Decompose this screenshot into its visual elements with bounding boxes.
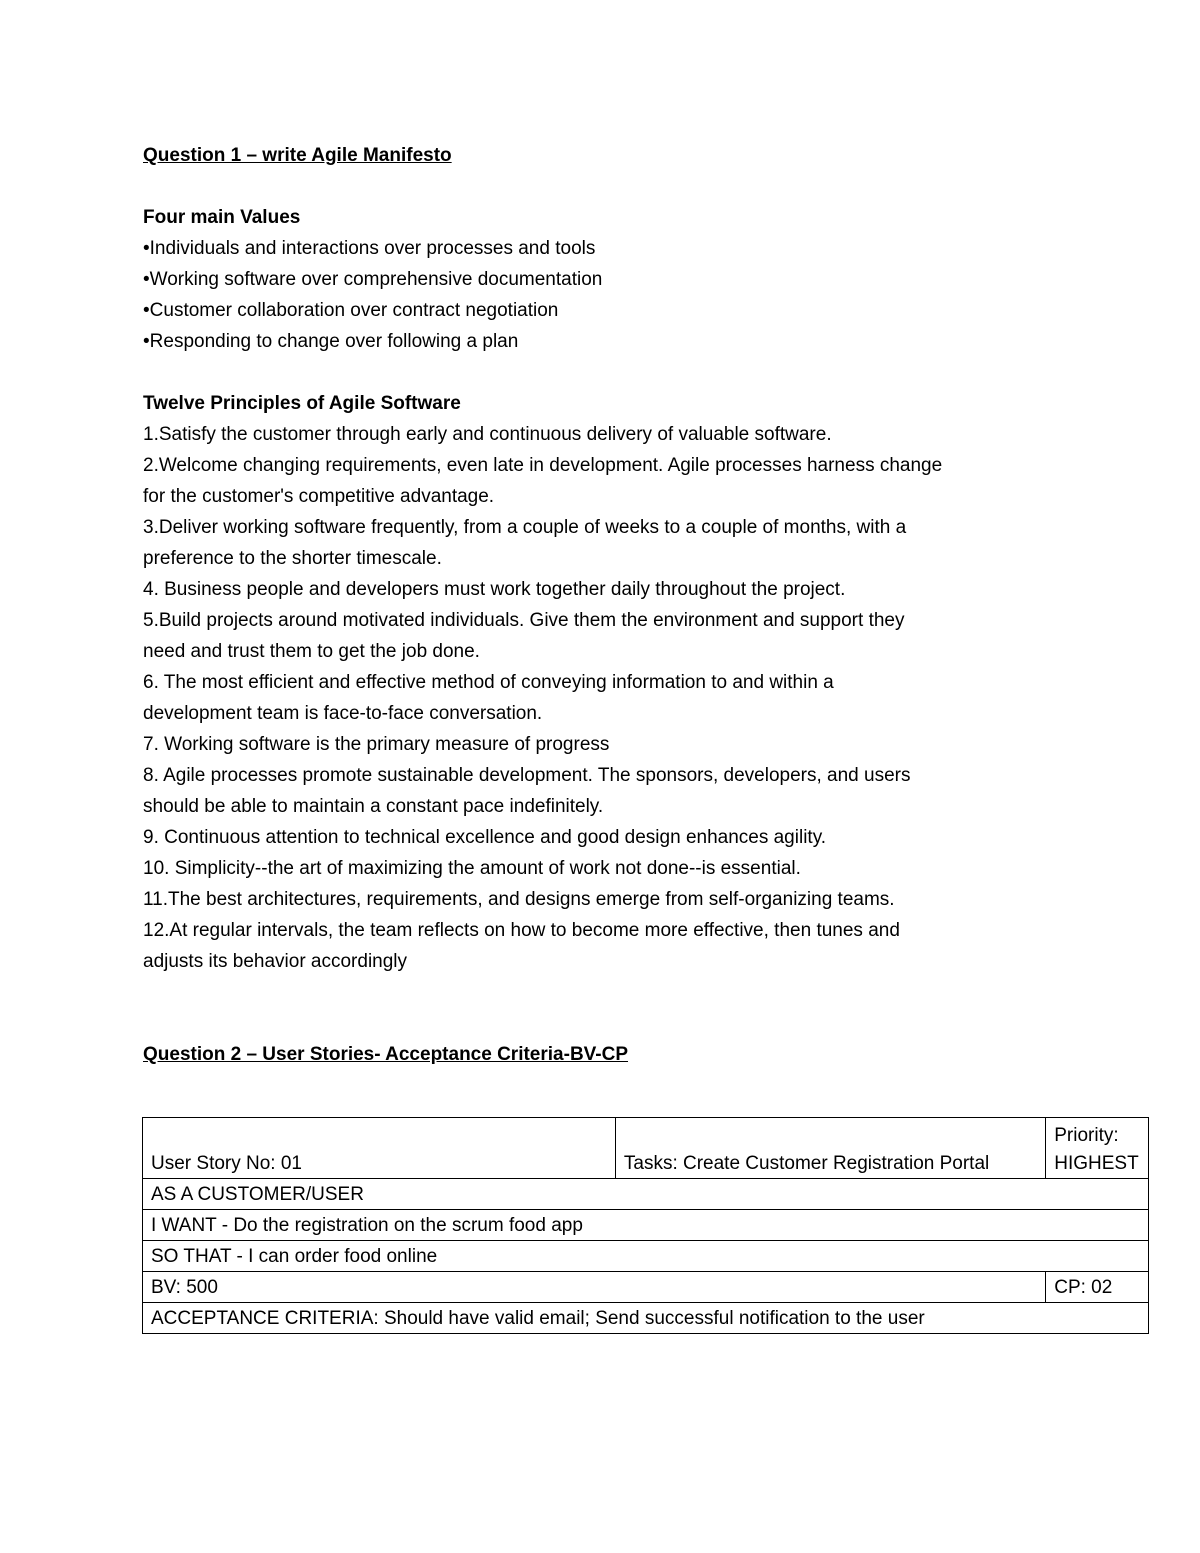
table-row: [143, 1179, 1149, 1210]
table-row: [143, 1210, 1149, 1241]
principle-line: 1.Satisfy the customer through early and continuous delivery of valuable software.: [143, 424, 832, 445]
acceptance-criteria-cell: ACCEPTANCE CRITERIA: Should have valid email; Send successful notification to the user: [143, 1303, 1149, 1334]
principles-heading: Twelve Principles of Agile Software: [143, 393, 461, 414]
principles-list: [143, 419, 1153, 977]
principle-line: 3.Deliver working software frequently, from a couple of weeks to a couple of months, with a: [143, 517, 907, 538]
table-row: [143, 1303, 1149, 1334]
table-row: [143, 1272, 1149, 1303]
question-2-title: Question 2 – User Stories- Acceptance Criteria-BV-CP: [143, 1044, 629, 1065]
principle-line: preference to the shorter timescale.: [143, 548, 442, 569]
story-number-cell: User Story No: 01: [143, 1118, 616, 1179]
principle-line: development team is face-to-face conversation.: [143, 703, 543, 724]
principle-line: 10. Simplicity--the art of maximizing the amount of work not done--is essential.: [143, 858, 801, 879]
table-row: [143, 1118, 1149, 1179]
i-want-cell: I WANT - Do the registration on the scrum food app: [143, 1210, 1149, 1241]
question-1-title: Question 1 – write Agile Manifesto: [143, 145, 452, 166]
cp-cell: CP: 02: [1046, 1272, 1149, 1303]
values-list: [143, 233, 1153, 357]
priority-label: Priority:: [1054, 1125, 1119, 1146]
principle-line: 7. Working software is the primary measure of progress: [143, 734, 610, 755]
principle-line: 2.Welcome changing requirements, even late in development. Agile processes harness change: [143, 455, 943, 476]
principle-line: 8. Agile processes promote sustainable development. The sponsors, developers, and users: [143, 765, 911, 786]
principle-line: 11.The best architectures, requirements, and designs emerge from self-organizing teams.: [143, 889, 895, 910]
bv-cell: BV: 500: [143, 1272, 1046, 1303]
principle-line: adjusts its behavior accordingly: [143, 951, 408, 972]
principle-line: 6. The most efficient and effective method of conveying information to and within a: [143, 672, 834, 693]
user-story-table: [142, 1117, 1149, 1334]
tasks-cell: Tasks: Create Customer Registration Portal: [615, 1118, 1045, 1179]
table-row: [143, 1241, 1149, 1272]
principle-line: 12.At regular intervals, the team reflects on how to become more effective, then tunes and: [143, 920, 900, 941]
as-a-cell: AS A CUSTOMER/USER: [143, 1179, 1149, 1210]
value-item: •Customer collaboration over contract negotiation: [143, 300, 559, 321]
principle-line: 4. Business people and developers must work together daily throughout the project.: [143, 579, 846, 600]
value-item: •Responding to change over following a plan: [143, 331, 519, 352]
priority-cell: [1046, 1118, 1149, 1179]
principle-line: should be able to maintain a constant pace indefinitely.: [143, 796, 604, 817]
value-item: •Working software over comprehensive documentation: [143, 269, 603, 290]
value-item: •Individuals and interactions over processes and tools: [143, 238, 596, 259]
so-that-cell: SO THAT - I can order food online: [143, 1241, 1149, 1272]
principle-line: for the customer's competitive advantage.: [143, 486, 495, 507]
values-heading: Four main Values: [143, 207, 301, 228]
principle-line: 9. Continuous attention to technical excellence and good design enhances agility.: [143, 827, 827, 848]
document-body: [143, 140, 1153, 1070]
priority-value: HIGHEST: [1054, 1153, 1139, 1174]
principle-line: need and trust them to get the job done.: [143, 641, 480, 662]
principle-line: 5.Build projects around motivated individuals. Give them the environment and support they: [143, 610, 905, 631]
